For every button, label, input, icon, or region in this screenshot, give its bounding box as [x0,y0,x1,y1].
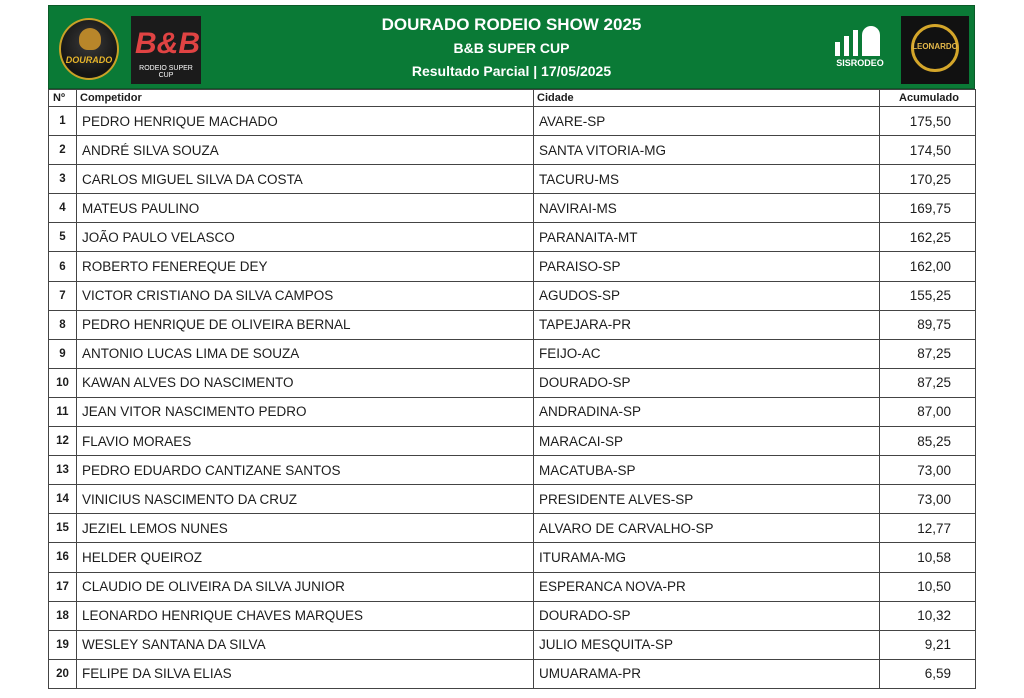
competitor-name: JEAN VITOR NASCIMENTO PEDRO [77,397,534,426]
table-row [49,339,976,368]
competitor-name: ANTONIO LUCAS LIMA DE SOUZA [77,339,534,368]
competitor-name: PEDRO HENRIQUE DE OLIVEIRA BERNAL [77,310,534,339]
results-table [48,89,976,689]
competitor-city: TAPEJARA-PR [534,310,880,339]
col-header-total: Acumulado [880,90,976,107]
row-number: 11 [49,397,77,426]
row-number: 13 [49,456,77,485]
header-banner [48,5,975,89]
competitor-name: PEDRO HENRIQUE MACHADO [77,107,534,136]
competitor-city: PARANAITA-MT [534,223,880,252]
accumulated-score: 169,75 [880,194,976,223]
row-number: 18 [49,601,77,630]
result-date-line: Resultado Parcial | 17/05/2025 [411,63,612,79]
table-row [49,107,976,136]
competitor-name: JOÃO PAULO VELASCO [77,223,534,252]
row-number: 1 [49,107,77,136]
table-row [49,659,976,688]
table-row [49,543,976,572]
accumulated-score: 73,00 [880,485,976,514]
table-row [49,281,976,310]
table-row [49,601,976,630]
accumulated-score: 9,21 [880,630,976,659]
col-header-city: Cidade [534,90,880,107]
competitor-name: JEZIEL LEMOS NUNES [77,514,534,543]
competitor-name: MATEUS PAULINO [77,194,534,223]
accumulated-score: 174,50 [880,136,976,165]
row-number: 5 [49,223,77,252]
row-number: 14 [49,485,77,514]
accumulated-score: 10,58 [880,543,976,572]
accumulated-score: 87,25 [880,339,976,368]
competitor-city: FEIJO-AC [534,339,880,368]
competitor-city: PARAISO-SP [534,252,880,281]
competitor-name: CLAUDIO DE OLIVEIRA DA SILVA JUNIOR [77,572,534,601]
accumulated-score: 175,50 [880,107,976,136]
leonardo-logo [901,16,969,84]
row-number: 9 [49,339,77,368]
bb-logo-text: B&B [135,27,200,60]
competitor-name: ROBERTO FENEREQUE DEY [77,252,534,281]
row-number: 8 [49,310,77,339]
row-number: 15 [49,514,77,543]
table-row [49,368,976,397]
table-row [49,252,976,281]
accumulated-score: 85,25 [880,427,976,456]
row-number: 20 [49,659,77,688]
table-row [49,136,976,165]
competitor-name: PEDRO EDUARDO CANTIZANE SANTOS [77,456,534,485]
competitor-city: DOURADO-SP [534,368,880,397]
accumulated-score: 10,50 [880,572,976,601]
competitor-name: LEONARDO HENRIQUE CHAVES MARQUES [77,601,534,630]
row-number: 17 [49,572,77,601]
competitor-city: ESPERANCA NOVA-PR [534,572,880,601]
table-row [49,514,976,543]
results-sheet [48,5,975,689]
competitor-city: ALVARO DE CARVALHO-SP [534,514,880,543]
table-row [49,397,976,426]
accumulated-score: 162,00 [880,252,976,281]
dourado-logo-text: DOURADO [65,55,113,65]
row-number: 16 [49,543,77,572]
row-number: 10 [49,368,77,397]
competitor-city: ANDRADINA-SP [534,397,880,426]
leonardo-logo-text: LEONARDO [912,42,958,51]
row-number: 2 [49,136,77,165]
table-row [49,630,976,659]
competitor-city: TACURU-MS [534,165,880,194]
accumulated-score: 12,77 [880,514,976,543]
competitor-name: KAWAN ALVES DO NASCIMENTO [77,368,534,397]
page-subtitle: B&B SUPER CUP [453,40,570,56]
row-number: 6 [49,252,77,281]
competitor-city: AGUDOS-SP [534,281,880,310]
row-number: 4 [49,194,77,223]
col-header-competitor: Competidor [77,90,534,107]
table-row [49,485,976,514]
row-number: 7 [49,281,77,310]
accumulated-score: 10,32 [880,601,976,630]
bb-logo-subtext: RODEIO SUPER CUP [139,65,193,79]
sisrodeo-logo-text: SISRODEO [836,58,884,68]
competitor-name: VINICIUS NASCIMENTO DA CRUZ [77,485,534,514]
row-number: 19 [49,630,77,659]
page-title: DOURADO RODEIO SHOW 2025 [381,15,642,34]
competitor-city: ITURAMA-MG [534,543,880,572]
competitor-name: VICTOR CRISTIANO DA SILVA CAMPOS [77,281,534,310]
table-row [49,165,976,194]
table-row [49,456,976,485]
competitor-name: WESLEY SANTANA DA SILVA [77,630,534,659]
sisrodeo-logo [829,24,891,72]
accumulated-score: 87,25 [880,368,976,397]
table-row [49,310,976,339]
competitor-name: ANDRÉ SILVA SOUZA [77,136,534,165]
accumulated-score: 89,75 [880,310,976,339]
competitor-city: JULIO MESQUITA-SP [534,630,880,659]
row-number: 12 [49,427,77,456]
col-header-number: Nº [49,90,77,107]
accumulated-score: 6,59 [880,659,976,688]
accumulated-score: 155,25 [880,281,976,310]
competitor-city: MACATUBA-SP [534,456,880,485]
accumulated-score: 87,00 [880,397,976,426]
competitor-name: HELDER QUEIROZ [77,543,534,572]
sisrodeo-bars-icon [835,26,885,56]
competitor-city: MARACAI-SP [534,427,880,456]
accumulated-score: 73,00 [880,456,976,485]
competitor-city: SANTA VITORIA-MG [534,136,880,165]
table-row [49,427,976,456]
table-row [49,194,976,223]
accumulated-score: 162,25 [880,223,976,252]
competitor-city: UMUARAMA-PR [534,659,880,688]
competitor-name: CARLOS MIGUEL SILVA DA COSTA [77,165,534,194]
competitor-city: DOURADO-SP [534,601,880,630]
competitor-name: FELIPE DA SILVA ELIAS [77,659,534,688]
competitor-city: NAVIRAI-MS [534,194,880,223]
competitor-name: FLAVIO MORAES [77,427,534,456]
table-header-row [49,90,976,107]
table-row [49,572,976,601]
competitor-city: AVARE-SP [534,107,880,136]
competitor-city: PRESIDENTE ALVES-SP [534,485,880,514]
accumulated-score: 170,25 [880,165,976,194]
row-number: 3 [49,165,77,194]
table-row [49,223,976,252]
